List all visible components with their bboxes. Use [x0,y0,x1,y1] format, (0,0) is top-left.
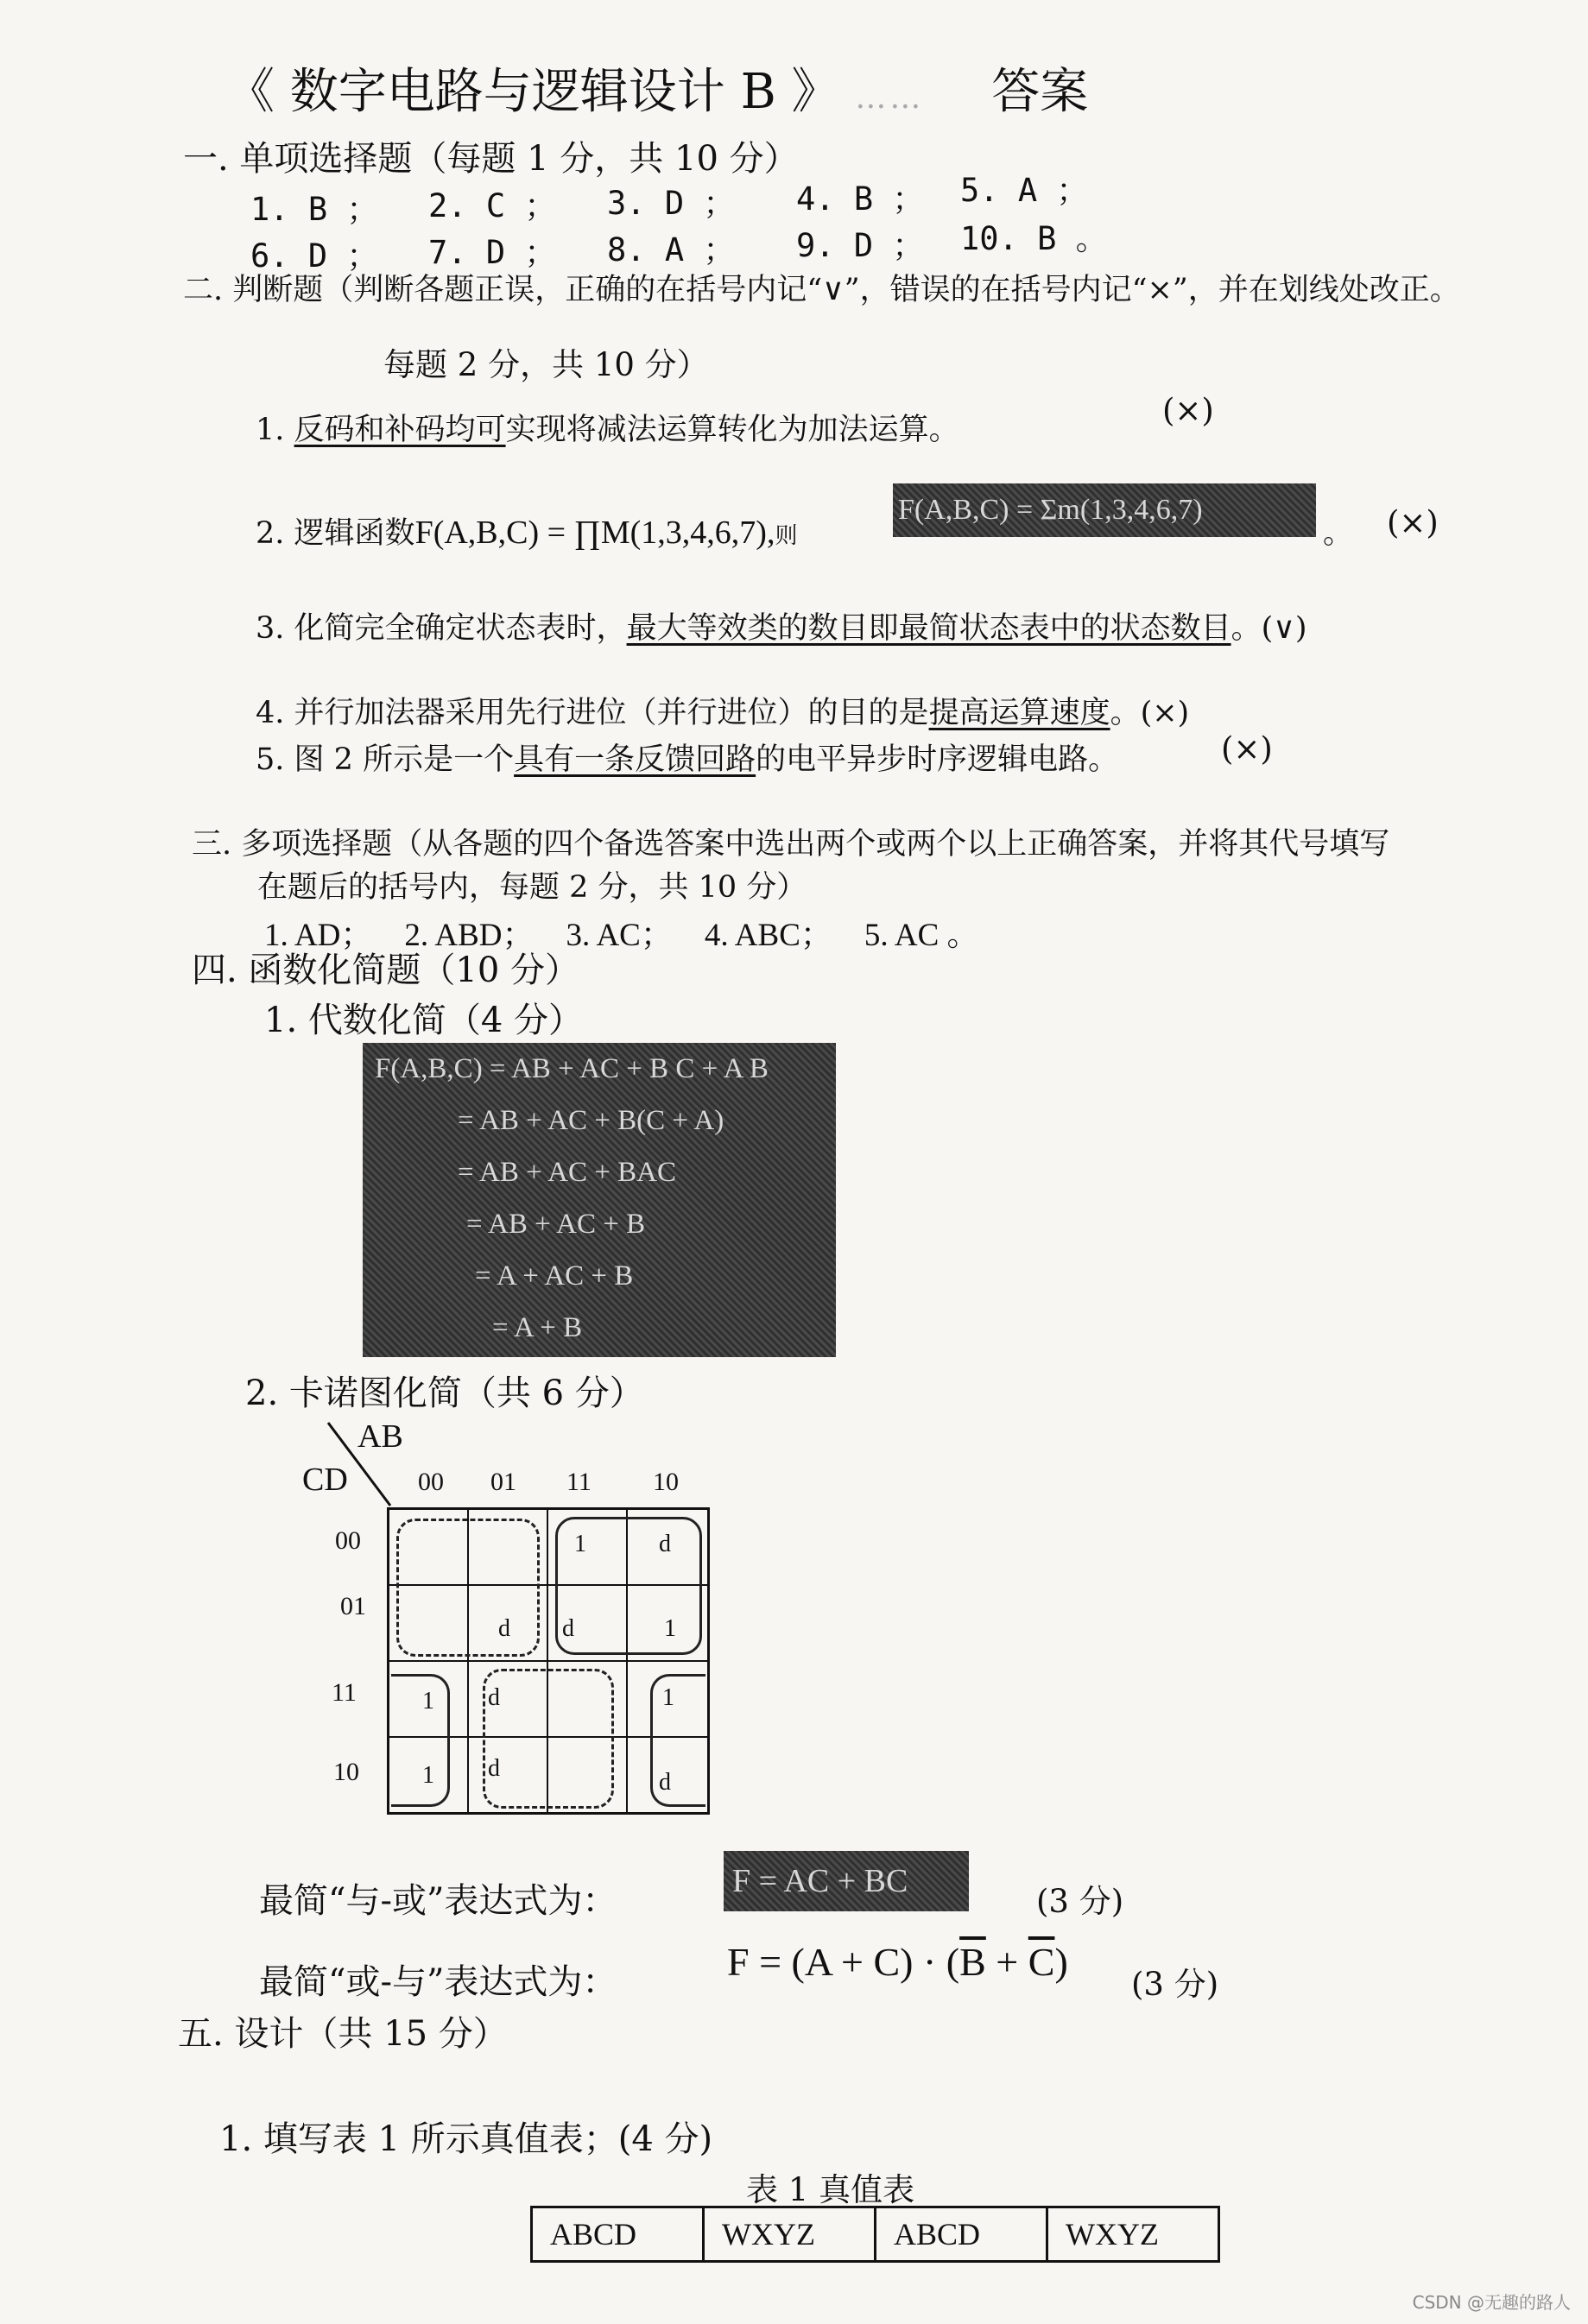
kmap-row-00: 00 [335,1526,361,1555]
algebra-line-2: = AB + AC + B(C + A) [458,1105,724,1136]
s2-q4-underlined: 提高运算速度 [928,696,1110,730]
s1-answer-9: 9. D ； [796,227,925,264]
s2-q2-num: 2. [256,516,285,551]
kmap-grid [387,1507,710,1815]
title-main: 《 数字电路与逻辑设计 B 》 [226,64,840,120]
kmap-var-ab: AB [357,1418,403,1455]
table-caption: 表 1 真值表 [746,2171,915,2208]
kmap-row-11: 11 [332,1678,357,1707]
algebra-block [363,1043,836,1357]
kmap-loop-dashed-bottom-middle [483,1669,614,1809]
kmap-col-00: 00 [418,1468,444,1496]
s2-q2-formula: F(A,B,C) = ∏M(1,3,4,6,7), [414,515,775,551]
sop-label: 最简“与-或”表达式为： [259,1881,617,1921]
s2-q2-end: 。 [1323,516,1354,551]
truth-table-header-3: ABCD [876,2207,1047,2262]
source-credit: CSDN @无趣的路人 [1412,2292,1571,2313]
document-title [226,54,1088,123]
kmap-col-11: 11 [566,1468,592,1496]
kmap-val-r3c0: 1 [422,1762,434,1789]
s2-q3-end: 。(∨) [1231,611,1307,646]
kmap-val-r0c3: d [659,1531,671,1557]
s2-q5-mark: (×) [1221,730,1273,767]
s2-q4-lead: 并行加法器采用先行进位（并行进位）的目的是 [294,696,929,730]
algebra-line-4: = AB + AC + B [466,1209,646,1240]
kmap-val-r2c3: 1 [662,1684,674,1711]
s2-q5-lead: 图 2 所示是一个 [294,742,515,777]
kmap-loop-solid-right-edge [650,1674,705,1807]
truth-table-header-row [532,2207,1219,2262]
s2-q2-boxed: F(A,B,C) = Σm(1,3,4,6,7) [893,483,1316,537]
s3-answer-1: 1. AD； [264,918,373,953]
kmap-val-r1c3: 1 [664,1615,676,1642]
kmap-row-01: 01 [340,1592,366,1620]
truth-table-header-2: WXYZ [704,2207,876,2262]
s2-q3-underlined: 最大等效类的数目即最简状态表中的状态数目 [626,611,1231,646]
s2-q2-mark: (×) [1387,504,1439,541]
s2-q1-rest: 实现将减法运算转化为加法运算。 [505,413,959,447]
title-smudged: …… [855,80,925,116]
s2-q4-end: 。(×) [1110,696,1190,730]
s2-q5-rest: 的电平异步时序逻辑电路。 [756,742,1119,777]
section5-heading: 五. 设计（共 15 分） [178,2014,508,2054]
section3-heading: 三. 多项选择题（从各题的四个备选答案中选出两个或两个以上正确答案，并将其代号填写 [192,827,1390,862]
kmap-loop-solid-left-edge [391,1674,450,1807]
s2-q2-then: 则 [775,523,798,549]
s2-q4 [256,689,1189,732]
kmap-val-r1c1: d [498,1615,510,1642]
s1-answer-7: 7. D ； [428,234,557,271]
pos-expr-c-bar: $\overline{C}$ [1028,1940,1055,1984]
s1-answer-6: 6. D ； [250,237,379,275]
kmap-col-10: 10 [653,1468,679,1496]
s3-answer-3: 3. AC； [566,918,673,953]
s2-q5-num: 5. [256,742,285,777]
s2-q3-num: 3. [256,611,285,646]
kmap-loop-dashed-top-left [396,1519,540,1657]
section3-heading2: 在题后的括号内，每题 2 分，共 10 分） [257,870,807,905]
pos-expr-b-bar: $\overline{B}$ [959,1940,986,1984]
kmap-val-r3c3: d [659,1769,671,1796]
s1-answer-10: 10. B 。 [960,220,1108,257]
section1-heading: 一. 单项选择题（每题 1 分，共 10 分） [183,139,799,179]
pos-expr-part-e: ) [1054,1940,1068,1984]
algebra-line-5: = A + AC + B [475,1260,634,1291]
pos-label: 最简“或-与”表达式为： [259,1962,617,2002]
s4-sub2: 2. 卡诺图化简（共 6 分） [245,1374,644,1413]
s1-answer-2: 2. C ； [428,187,557,224]
section2-heading: 二. 判断题（判断各题正误，正确的在括号内记“∨”，错误的在括号内记“×”，并在划线处改正。 [183,273,1460,307]
kmap-val-r2c0: 1 [422,1688,434,1715]
s3-answer-4: 4. ABC； [704,918,832,953]
truth-table-header-4: WXYZ [1047,2207,1219,2262]
s1-answer-5: 5. A ； [960,172,1089,209]
pos-expr-part-c: + [985,1940,1028,1984]
s4-sub1: 1. 代数化简（4 分） [264,1001,584,1040]
s1-answer-3: 3. D ； [607,185,736,222]
section2-subheading: 每题 2 分，共 10 分） [383,346,709,383]
pos-expr-part-a: F = (A + C) · ( [727,1940,960,1984]
kmap-row-10: 10 [333,1758,359,1786]
truth-table-header-1: ABCD [532,2207,704,2262]
s2-q5-underlined: 具有一条反馈回路 [514,742,756,777]
s2-q2 [256,509,797,553]
s2-q1-mark: (×) [1162,392,1214,429]
s5-sub1: 1. 填写表 1 所示真值表；(4 分) [219,2119,713,2159]
s1-answer-8: 8. A ； [607,231,736,268]
s1-answer-1: 1. B ； [250,191,379,228]
s1-answer-4: 4. B ； [796,180,925,218]
s2-q1-underlined: 反码和补码均可 [294,413,506,447]
kmap-val-r1c2: d [562,1615,574,1642]
sop-expression: F = AC + BC [724,1851,969,1911]
s2-q3 [256,604,1307,647]
sop-score: (3 分) [1036,1883,1124,1920]
s2-q1 [256,406,959,449]
kmap-val-r3c1: d [488,1755,500,1782]
s2-q4-num: 4. [256,696,285,730]
kmap-val-r2c1: d [488,1684,500,1711]
kmap-col-01: 01 [490,1468,516,1496]
algebra-line-1: F(A,B,C) = AB + AC + B C + A B [375,1053,769,1084]
kmap-var-cd: CD [302,1462,348,1498]
title-suffix: 答案 [991,64,1089,120]
kmap-loop-solid-top-right [555,1517,702,1655]
algebra-line-6: = A + B [492,1312,583,1343]
pos-expression [727,1939,1068,1985]
s3-answer-2: 2. ABD； [404,918,535,953]
s2-q3-lead: 化简完全确定状态表时， [294,611,627,646]
s2-q1-num: 1. [256,413,285,447]
pos-score: (3 分) [1131,1966,1219,2003]
section4-heading: 四. 函数化简题（10 分） [192,950,580,990]
kmap-val-r0c2: 1 [574,1531,586,1557]
truth-table [530,2206,1220,2263]
algebra-line-3: = AB + AC + BAC [458,1157,676,1188]
s2-q5 [256,736,1118,779]
s3-answer-5: 5. AC 。 [864,918,979,953]
s2-q2-lead: 逻辑函数 [294,516,415,551]
